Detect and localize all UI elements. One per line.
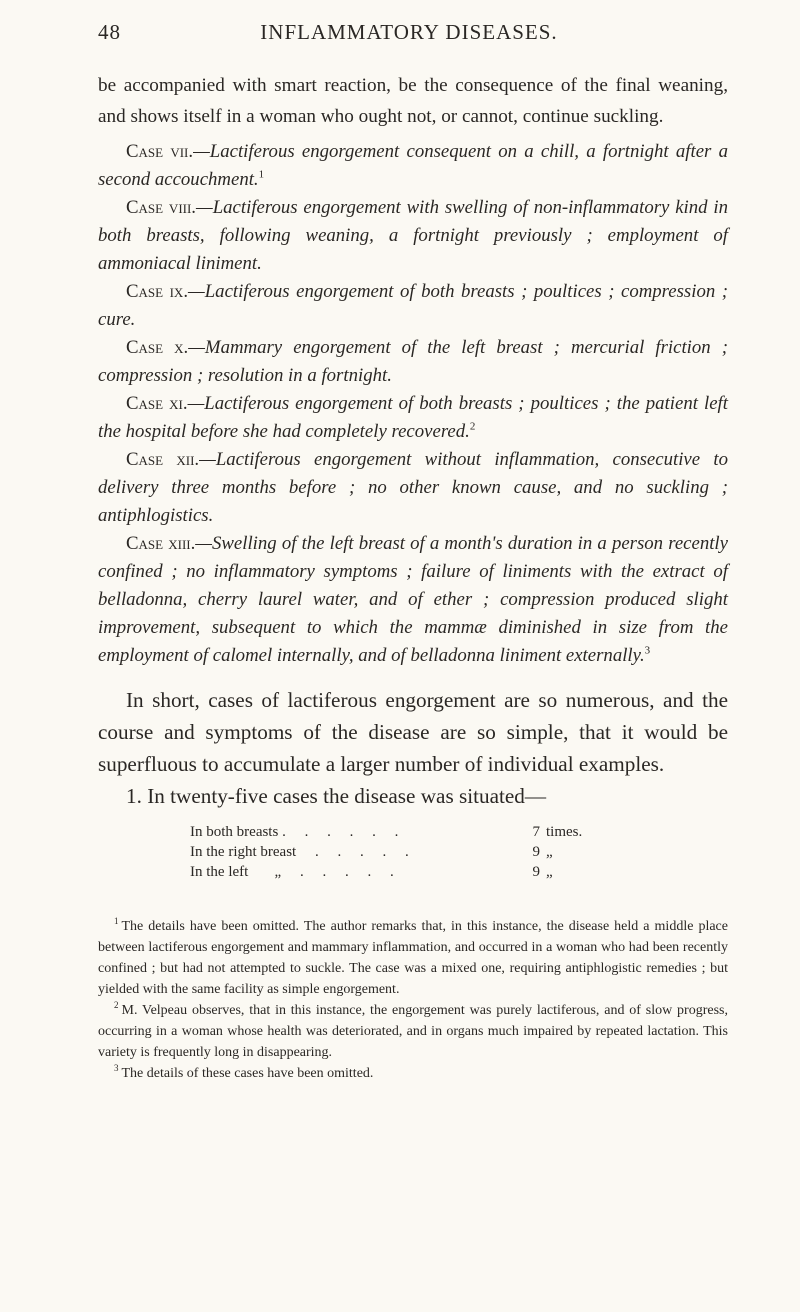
list-item-1: 1. In twenty-five cases the disease was situated— bbox=[126, 784, 547, 808]
footnote-mark: 2 bbox=[114, 1000, 119, 1011]
case-label: Case xi. bbox=[126, 393, 188, 414]
intro-paragraph: be accompanied with smart reaction, be the consequence of the final weaning, and shows itself in a woman who ought not, or cannot, continue suckling. bbox=[98, 75, 728, 127]
row-value: 9 bbox=[532, 864, 540, 880]
case-list bbox=[98, 138, 728, 670]
table-row bbox=[190, 822, 590, 842]
case-description: —Mammary engorgement of the left breast ; mercurial friction ; compression ; resolution in a fortnight. bbox=[98, 337, 728, 386]
footnote-ref: 2 bbox=[469, 420, 476, 433]
case-label: Case vii. bbox=[126, 141, 194, 162]
table-row bbox=[190, 842, 590, 862]
page-number: 48 bbox=[98, 20, 121, 44]
case-label: Case xii. bbox=[126, 449, 200, 470]
footnote bbox=[98, 916, 728, 1000]
footnote-separator bbox=[98, 902, 728, 916]
footnote-ref: 3 bbox=[644, 644, 651, 657]
row-label: In the right breast . . . . . bbox=[190, 844, 409, 860]
row-label: In both breasts . . . . . . bbox=[190, 824, 399, 840]
case-entry bbox=[98, 138, 728, 194]
running-header bbox=[98, 20, 720, 50]
case-label: Case ix. bbox=[126, 281, 189, 302]
case-description: —Lactiferous engorgement consequent on a chill, a fortnight after a second accouchment. bbox=[98, 141, 728, 190]
footnote-text: The details of these cases have been omitted. bbox=[121, 1066, 374, 1081]
footnote-mark: 3 bbox=[114, 1063, 119, 1074]
row-value: 9 bbox=[532, 844, 540, 860]
case-description: —Lactiferous engorgement without inflammation, consecutive to delivery three months before ; no other known cause, and no suckling ; antiphlogistics. bbox=[98, 449, 728, 526]
case-description: —Lactiferous engorgement of both breasts ; poultices ; the patient left the hospital before she had completely recovered. bbox=[98, 393, 728, 442]
footnote-mark: 1 bbox=[114, 916, 119, 927]
location-table bbox=[190, 822, 590, 882]
case-entry bbox=[98, 194, 728, 278]
running-title: INFLAMMATORY DISEASES. bbox=[260, 20, 558, 44]
footnote-text: M. Velpeau observes, that in this instance, the engorgement was purely lactiferous, and of slow progress, occurring in a woman whose health was deteriorated, and in organs much impaired by repeated lactation. This variety is frequently long in disappearing. bbox=[98, 1003, 728, 1060]
case-label: Case xiii. bbox=[126, 533, 196, 554]
case-description: —Lactiferous engorgement of both breasts ; poultices ; compression ; cure. bbox=[98, 281, 728, 330]
page-body bbox=[98, 70, 728, 1084]
footnote bbox=[98, 1063, 728, 1084]
row-label: In the left „ . . . . . bbox=[190, 864, 394, 880]
footnote-text: The details have been omitted. The author remarks that, in this instance, the disease held a middle place between lactiferous engorgement and mammary inflammation, and occurred in a woman who had been recently confined ; but had not attempted to suckle. The case was a mixed one, requiring antiphlogistic remedies ; but yielded with the same facility as simple engorgement. bbox=[98, 919, 728, 997]
row-unit: „ bbox=[546, 864, 553, 880]
case-entry bbox=[98, 278, 728, 334]
case-entry bbox=[98, 334, 728, 390]
row-unit: „ bbox=[546, 844, 553, 860]
case-entry bbox=[98, 390, 728, 446]
case-entry bbox=[98, 446, 728, 530]
row-value: 7 bbox=[532, 824, 540, 840]
case-entry bbox=[98, 530, 728, 670]
case-label: Case x. bbox=[126, 337, 189, 358]
case-description: —Swelling of the left breast of a month's duration in a person recently confined ; no inflammatory symptoms ; failure of liniments with the extract of belladonna, cherry laurel water, and of ether ; compression produced slight improvement, subsequent to which the mammæ diminished in size from the employment of calomel internally, and of belladonna liniment externally. bbox=[98, 533, 728, 666]
summary-paragraph: In short, cases of lactiferous engorgement are so numerous, and the course and symptoms of the disease are so simple, that it would be superfluous to accumulate a larger number of individual examples. bbox=[98, 688, 728, 776]
case-label: Case viii. bbox=[126, 197, 197, 218]
footnote bbox=[98, 1000, 728, 1063]
table-row bbox=[190, 862, 590, 882]
row-unit: times. bbox=[546, 824, 583, 840]
footnotes bbox=[98, 916, 728, 1084]
case-description: —Lactiferous engorgement with swelling of non-inflammatory kind in both breasts, following weaning, a fortnight previously ; employment of ammoniacal liniment. bbox=[98, 197, 728, 274]
footnote-ref: 1 bbox=[258, 168, 265, 181]
